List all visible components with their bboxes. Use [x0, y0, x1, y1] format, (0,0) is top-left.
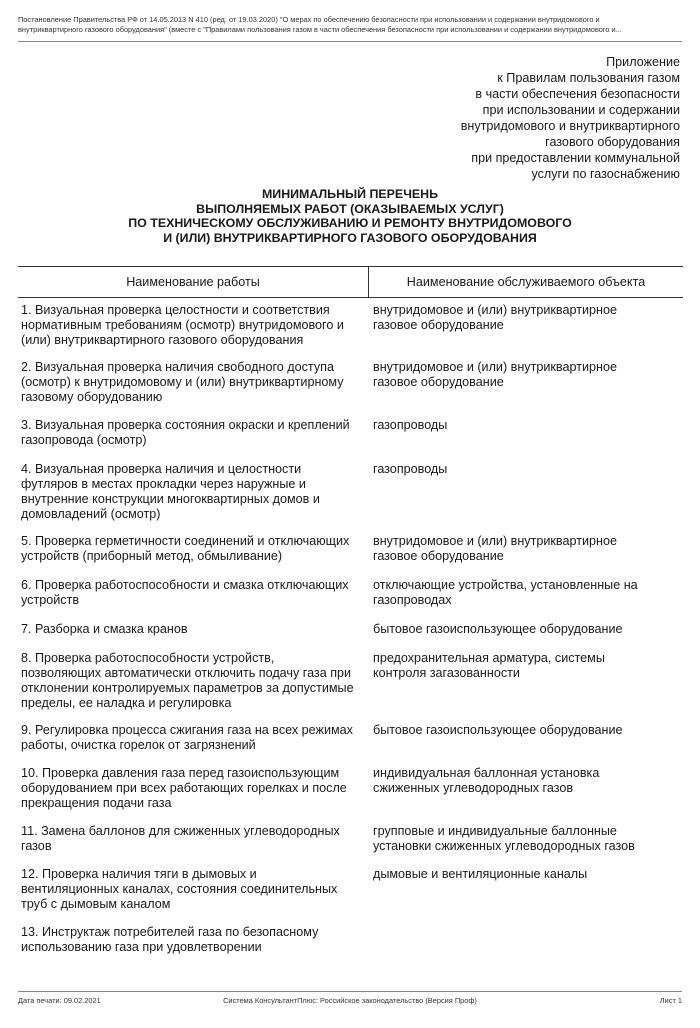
object-line: внутридомовое и (или) внутриквартирное: [373, 360, 617, 374]
work-cell: [18, 867, 361, 912]
work-line: газовому оборудованию: [21, 390, 163, 404]
appendix-note: [461, 54, 680, 182]
object-line: сжиженных углеводородных газов: [373, 781, 574, 795]
table-row: [18, 824, 683, 854]
work-cell: [18, 824, 361, 854]
header-line-1: Постановление Правительства РФ от 14.05.2013 N 410 (ред. от 19.03.2020) "О мерах по обеспечению безопасности при использовании и содержании внутридомового и: [18, 15, 600, 24]
footer-divider: [18, 991, 682, 992]
object-line: индивидуальная баллонная установка: [373, 766, 600, 780]
works-table: [18, 266, 683, 954]
object-line: установки сжиженных углеводородных газов: [373, 839, 635, 853]
object-line: контроля загазованности: [373, 666, 520, 680]
work-line: 6. Проверка работоспособности и смазка отключающих: [21, 578, 349, 592]
object-cell: [373, 534, 673, 564]
object-line: бытовое газоиспользующее оборудование: [373, 723, 623, 737]
title-line: МИНИМАЛЬНЫЙ ПЕРЕЧЕНЬ: [261, 187, 439, 201]
work-line: 9. Регулировка процесса сжигания газа на всех режимах: [21, 723, 353, 737]
object-line: отключающие устройства, установленные на: [373, 578, 638, 592]
object-line: газовое оборудование: [373, 375, 504, 389]
work-line: пределы, ее наладка и регулировка: [21, 696, 232, 710]
appendix-line: к Правилам пользования газом: [497, 71, 680, 85]
object-cell: [373, 867, 673, 882]
object-line: дымовые и вентиляционные каналы: [373, 867, 588, 881]
title-line: И (ИЛИ) ВНУТРИКВАРТИРНОГО ГАЗОВОГО ОБОРУДОВАНИЯ: [163, 230, 537, 245]
work-line: использованию газа при удовлетворении: [21, 940, 262, 954]
work-line: прекращения подачи газа: [21, 796, 172, 810]
work-line: 12. Проверка наличия тяги в дымовых и: [21, 867, 257, 881]
print-date: Дата печати: 09.02.2021: [18, 996, 101, 1005]
table-row: [18, 651, 683, 711]
appendix-line: внутридомового и внутриквартирного: [460, 119, 680, 133]
work-cell: [18, 766, 361, 811]
work-cell: [18, 360, 361, 405]
object-cell: [373, 418, 673, 433]
column-header-work: Наименование работы: [18, 267, 369, 297]
work-line: 8. Проверка работоспособности устройств,: [21, 651, 275, 665]
work-cell: [18, 622, 361, 637]
work-line: газов: [21, 839, 52, 853]
work-line: газопровода (осмотр): [21, 433, 147, 447]
work-line: отклонении контролируемых параметров за допустимые: [21, 681, 354, 695]
work-line: 7. Разборка и смазка кранов: [21, 622, 188, 636]
object-line: газопроводах: [373, 593, 452, 607]
work-line: позволяющих автоматически отключить подачу газа при: [21, 666, 352, 680]
table-row: [18, 534, 683, 564]
object-cell: [373, 766, 673, 796]
table-header: [18, 266, 683, 298]
object-cell: [373, 622, 673, 637]
appendix-line: газового оборудования: [545, 135, 680, 149]
object-cell: [373, 360, 673, 390]
work-line: устройств: [21, 593, 80, 607]
work-line: нормативным требованиям (осмотр) внутридомового и: [21, 318, 344, 332]
table-row: [18, 303, 683, 348]
work-cell: [18, 303, 361, 348]
title-line: ВЫПОЛНЯЕМЫХ РАБОТ (ОКАЗЫВАЕМЫХ УСЛУГ): [196, 201, 504, 216]
system-name: Система КонсультантПлюс: Российское законодательство (Версия Проф): [223, 996, 477, 1005]
title-line: ПО ТЕХНИЧЕСКОМУ ОБСЛУЖИВАНИЮ И РЕМОНТУ ВНУТРИДОМОВОГО: [128, 216, 572, 230]
table-row: [18, 360, 683, 405]
table-row: [18, 723, 683, 753]
work-line: внутренние конструкции многоквартирных домов и: [21, 492, 320, 506]
object-cell: [373, 303, 673, 333]
table-row: [18, 418, 683, 448]
object-cell: [373, 824, 673, 854]
header-line-2: внутриквартирного газового оборудования" (вместе с "Правилами пользования газом в части обеспечения безопасности при использовании и содержании внутридомового и...: [18, 25, 622, 34]
object-line: газопроводы: [373, 418, 448, 432]
work-line: 4. Визуальная проверка наличия и целостности: [21, 462, 302, 476]
table-row: [18, 867, 683, 912]
document-header: [18, 15, 678, 35]
object-cell: [373, 462, 673, 477]
work-line: 3. Визуальная проверка состояния окраски и креплений: [21, 418, 350, 432]
work-line: футляров в местах прокладки через наружные и: [21, 477, 306, 491]
work-line: 10. Проверка давления газа перед газоиспользующим: [21, 766, 340, 780]
table-row: [18, 766, 683, 811]
object-line: газовое оборудование: [373, 318, 504, 332]
work-line: устройств (приборный метод, обмыливание): [21, 549, 283, 563]
work-line: вентиляционных каналах, состояния соединительных: [21, 882, 338, 896]
object-line: внутридомовое и (или) внутриквартирное: [373, 534, 617, 548]
work-line: 1. Визуальная проверка целостности и соответствия: [21, 303, 330, 317]
appendix-line: Приложение: [606, 55, 680, 69]
object-line: предохранительная арматура, системы: [373, 651, 605, 665]
object-line: бытовое газоиспользующее оборудование: [373, 622, 623, 636]
object-cell: [373, 578, 673, 608]
work-cell: [18, 651, 361, 711]
appendix-line: услуги по газоснабжению: [531, 167, 680, 181]
work-line: (или) внутриквартирного газового оборудования: [21, 333, 304, 347]
work-cell: [18, 578, 361, 608]
work-line: 11. Замена баллонов для сжиженных углеводородных: [21, 824, 340, 838]
object-line: газовое оборудование: [373, 549, 504, 563]
work-line: 2. Визуальная проверка наличия свободного доступа: [21, 360, 334, 374]
column-header-object: Наименование обслуживаемого объекта: [406, 275, 646, 289]
work-cell: [18, 534, 361, 564]
object-cell: [373, 651, 673, 681]
work-cell: [18, 462, 361, 522]
object-line: внутридомовое и (или) внутриквартирное: [373, 303, 617, 317]
appendix-line: при использовании и содержании: [482, 103, 680, 117]
header-divider: [18, 41, 682, 42]
work-line: оборудованием при всех работающих горелках и после: [21, 781, 347, 795]
work-cell: [18, 723, 361, 753]
table-row: [18, 462, 683, 522]
work-cell: [18, 418, 361, 448]
work-line: (осмотр) к внутридомовому и (или) внутриквартирному: [21, 375, 344, 389]
work-cell: [18, 925, 361, 955]
appendix-line: при предоставлении коммунальной: [471, 151, 680, 165]
object-cell: [373, 723, 673, 738]
work-line: работы, очистка горелок от загрязнений: [21, 738, 256, 752]
work-line: 5. Проверка герметичности соединений и отключающих: [21, 534, 350, 548]
page-number: Лист 1: [659, 996, 682, 1005]
work-line: 13. Инструктаж потребителей газа по безопасному: [21, 925, 319, 939]
document-title: [0, 187, 700, 245]
work-line: домовладений (осмотр): [21, 507, 161, 521]
table-row: [18, 578, 683, 608]
appendix-line: в части обеспечения безопасности: [475, 87, 680, 101]
object-line: газопроводы: [373, 462, 448, 476]
table-row: [18, 925, 683, 955]
work-line: труб с дымовым каналом: [21, 897, 171, 911]
table-row: [18, 622, 683, 637]
object-line: групповые и индивидуальные баллонные: [373, 824, 617, 838]
